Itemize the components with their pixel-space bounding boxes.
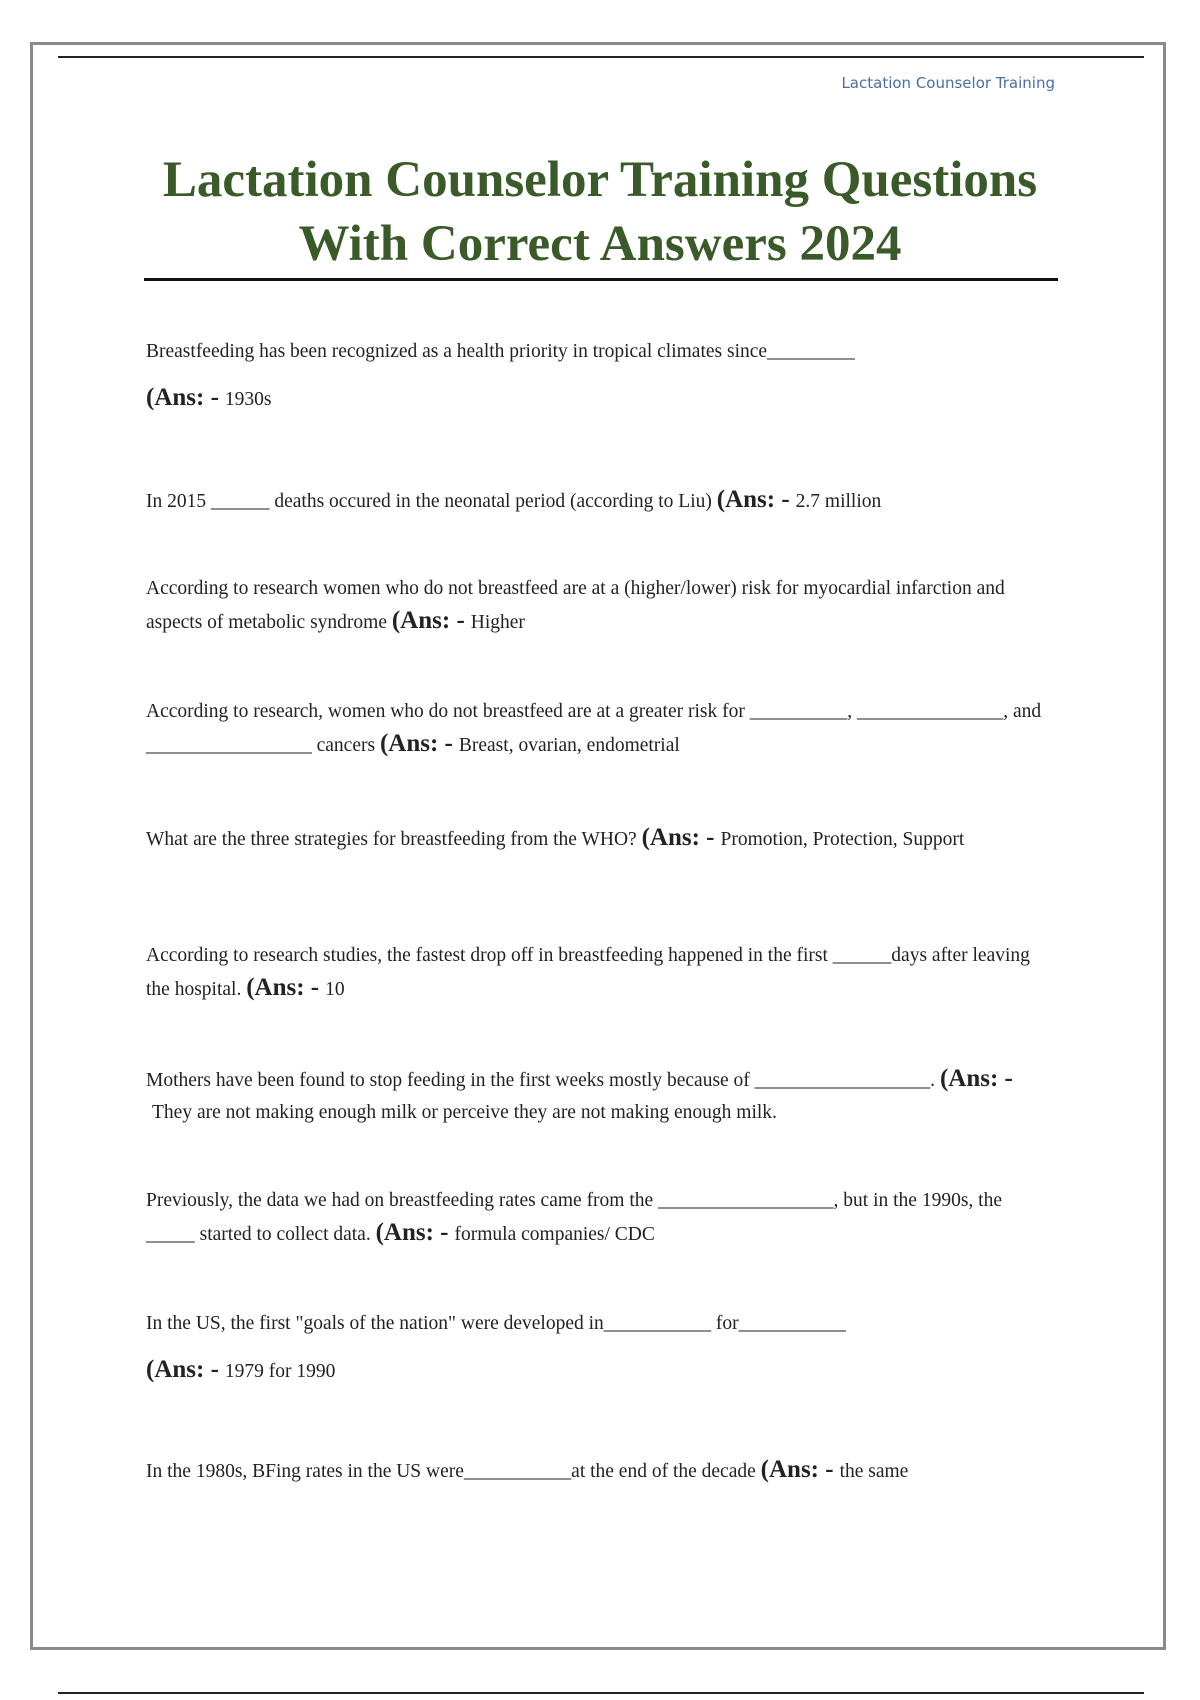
answer-label: (Ans: - (146, 384, 219, 411)
question-text: According to research, women who do not breastfeed are at a greater risk for __________, _______________, and _________________ cancers (146, 701, 1042, 756)
answer-text: They are not making enough milk or perceive they are not making enough milk. (152, 1102, 777, 1123)
answer-text: the same (839, 1461, 909, 1482)
answer-label: (Ans: - (246, 974, 320, 1001)
answer-text: 10 (325, 979, 345, 1000)
answer-text: formula companies/ CDC (454, 1224, 655, 1245)
qa-item (146, 822, 1046, 856)
bottom-rule (58, 1692, 1144, 1694)
title-line-2: With Correct Answers 2024 (298, 216, 902, 272)
qa-item (146, 1185, 1046, 1251)
answer-text: 2.7 million (795, 491, 882, 512)
qa-item (146, 573, 1046, 639)
qa-item (146, 484, 1046, 518)
question-text: In 2015 ______ deaths occured in the neonatal period (according to Liu) (146, 491, 717, 512)
top-rule (58, 56, 1144, 58)
answer-text: 1930s (224, 389, 272, 410)
qa-item (146, 940, 1046, 1006)
answer-label: (Ans: - (716, 486, 790, 513)
answer-text: Higher (470, 612, 525, 633)
answer-label: (Ans: - (146, 1356, 219, 1383)
answer (146, 1354, 1046, 1388)
qa-item (146, 696, 1046, 762)
question-text: In the US, the first "goals of the nation" were developed in___________ for___________ (146, 1313, 846, 1334)
question-text: Previously, the data we had on breastfeeding rates came from the __________________, but in the 1990s, the _____ started to collect data. (146, 1190, 1002, 1245)
answer-label: (Ans: - (379, 730, 453, 757)
question-text: Mothers have been found to stop feeding in the first weeks mostly because of __________________. (146, 1070, 940, 1091)
answer-label: (Ans: - (375, 1219, 449, 1246)
question-text: Breastfeeding has been recognized as a health priority in tropical climates since_________ (146, 341, 855, 362)
answer-text: Promotion, Protection, Support (720, 829, 965, 850)
question-text: What are the three strategies for breastfeeding from the WHO? (146, 829, 642, 850)
qa-item (146, 1063, 1046, 1129)
answer-text: Breast, ovarian, endometrial (458, 735, 680, 756)
answer-text: 1979 for 1990 (224, 1361, 336, 1382)
document-title (140, 148, 1060, 276)
answer-label: (Ans: - (391, 607, 465, 634)
question-text: According to research women who do not breastfeed are at a (higher/lower) risk for myocardial infarction and aspects of metabolic syndrome (146, 578, 1005, 633)
answer-label: (Ans: - (641, 824, 715, 851)
answer-label: (Ans: - (939, 1065, 1013, 1092)
question-text: In the 1980s, BFing rates in the US were___________at the end of the decade (146, 1461, 761, 1482)
title-line-1: Lactation Counselor Training Questions (162, 152, 1038, 208)
answer-label: (Ans: - (760, 1456, 834, 1483)
qa-item (146, 1308, 1046, 1388)
title-underline (144, 278, 1058, 281)
question-text: According to research studies, the fastest drop off in breastfeeding happened in the first ______days after leaving the hospital. (146, 945, 1030, 1000)
answer (146, 382, 1046, 416)
qa-item (146, 336, 1046, 416)
running-header: Lactation Counselor Training (841, 74, 1055, 92)
qa-item (146, 1454, 1046, 1488)
